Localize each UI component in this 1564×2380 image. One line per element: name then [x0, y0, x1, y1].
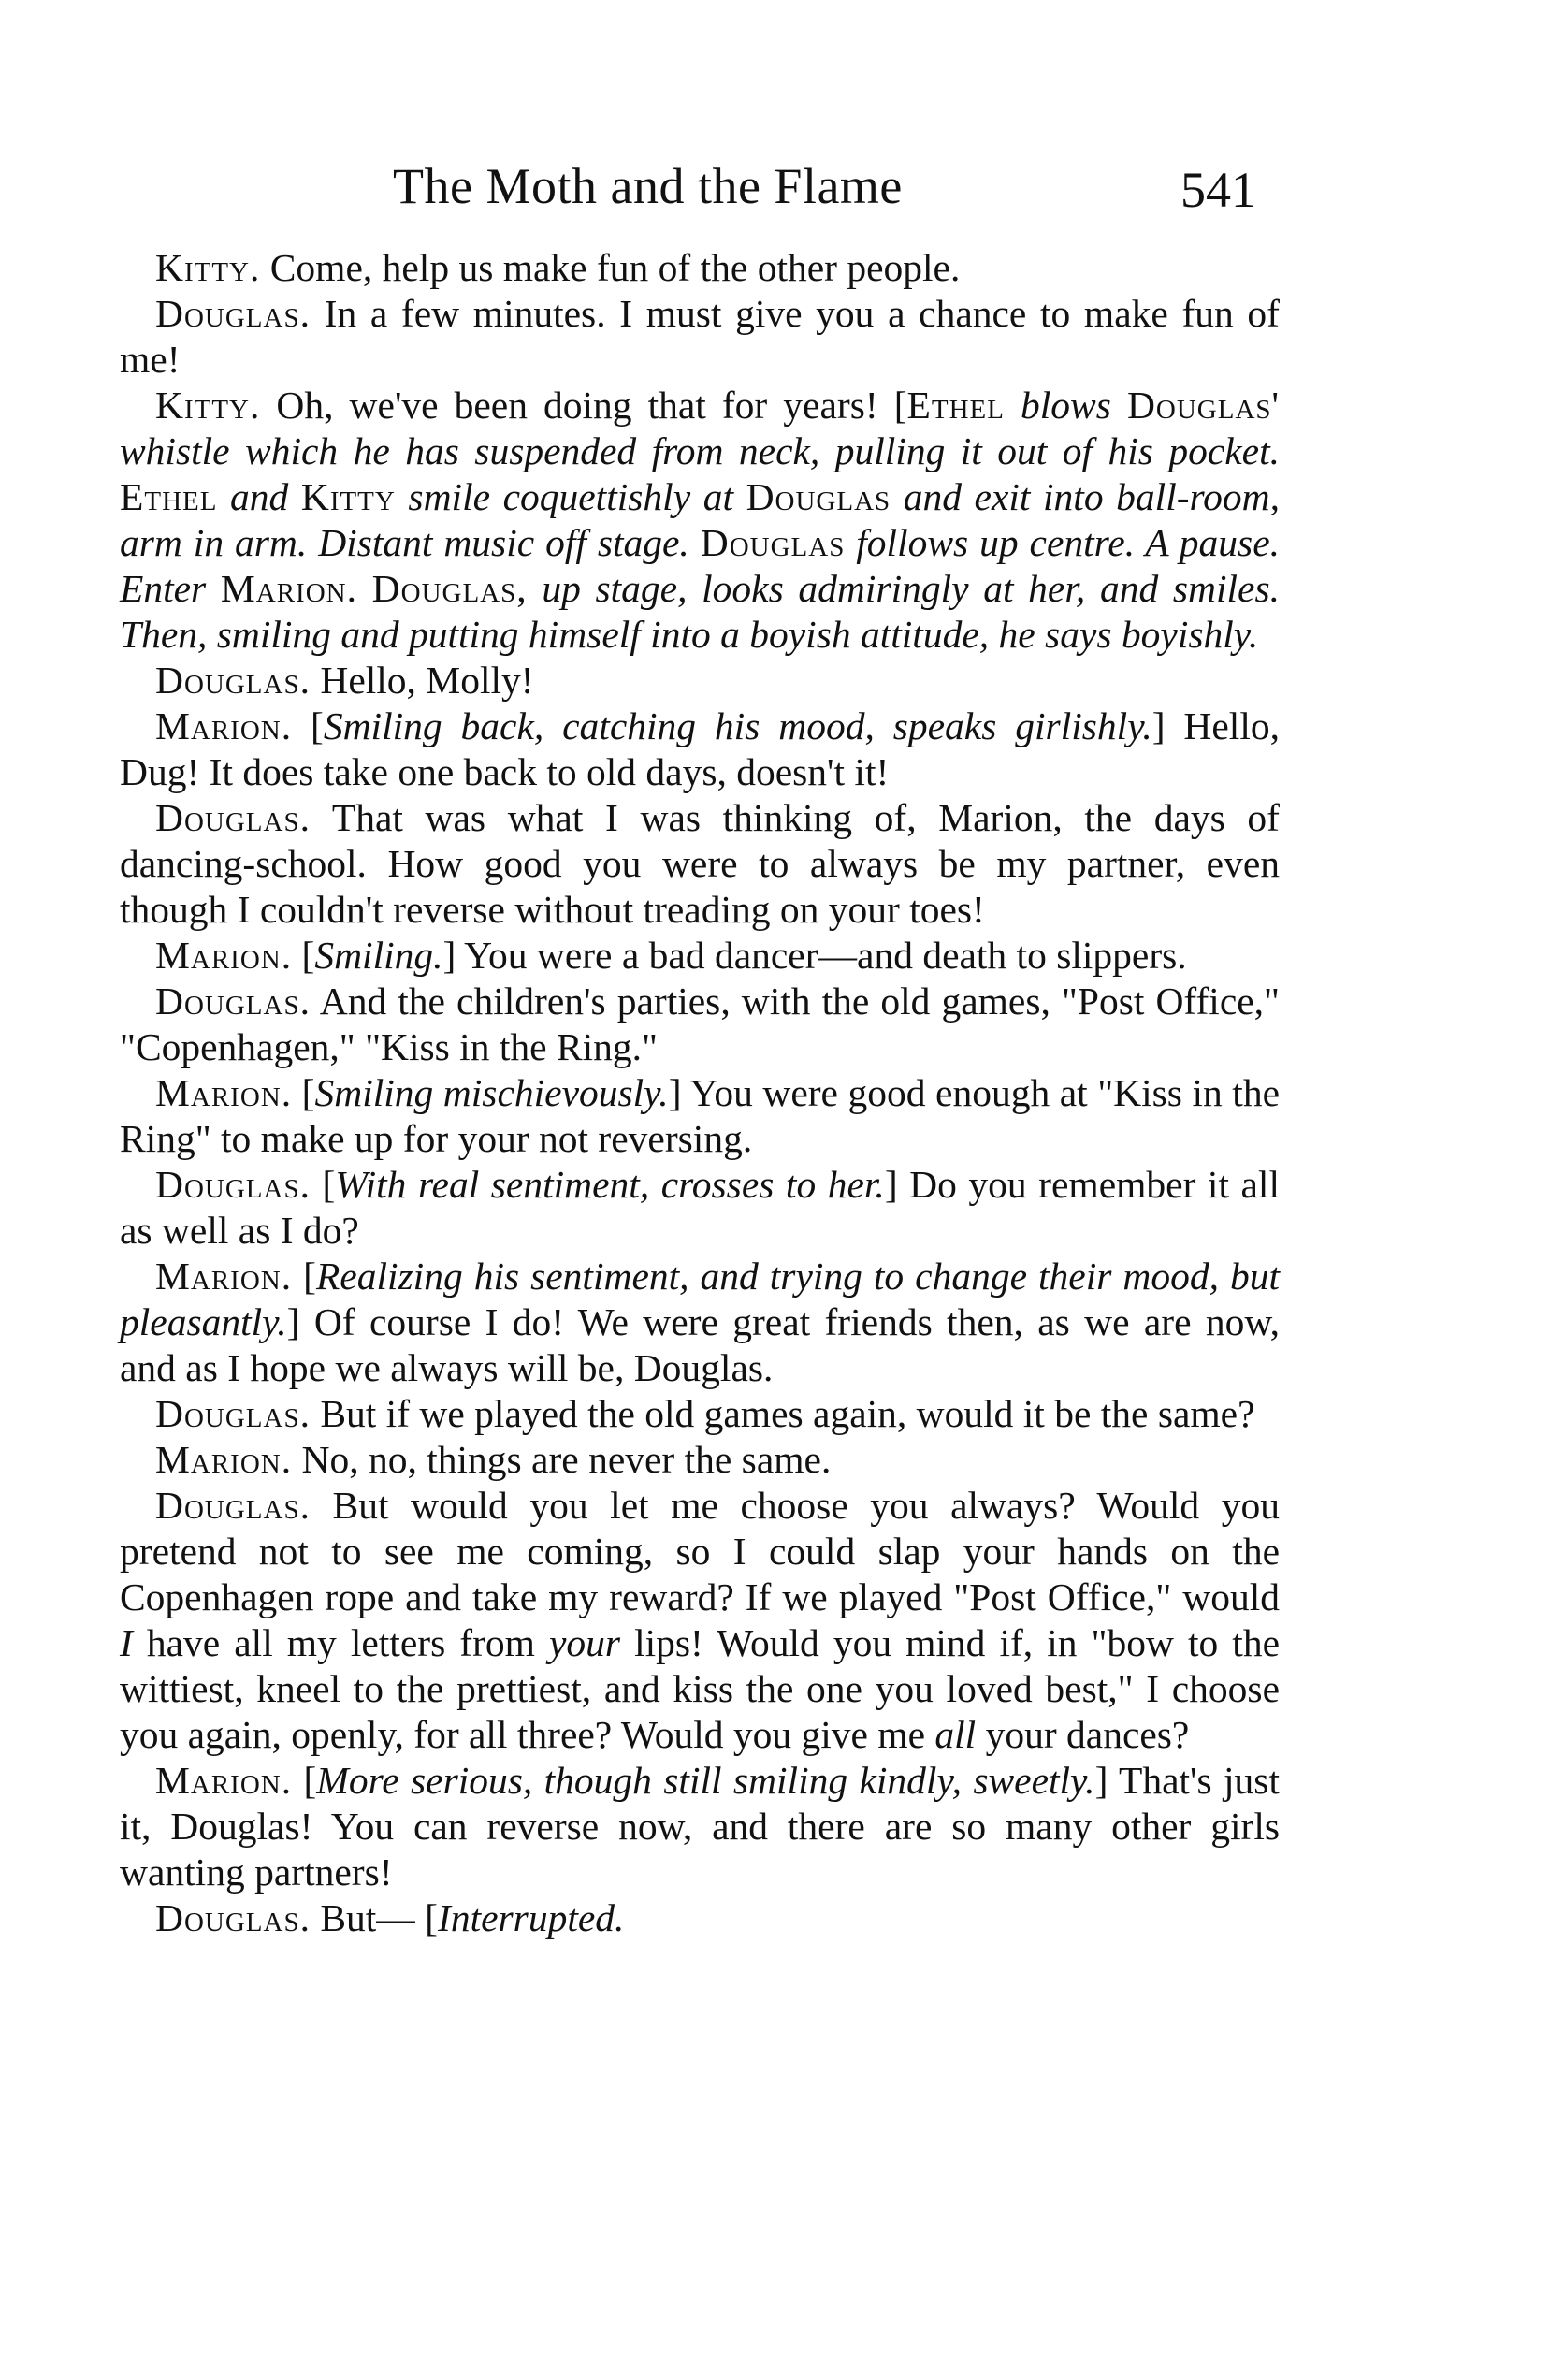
speaker-name: Kitty.	[155, 384, 261, 427]
dialogue-text: But— [	[310, 1896, 438, 1939]
speaker-name: Douglas	[700, 521, 846, 564]
speaker-name: Marion.	[155, 1255, 293, 1298]
dialogue-paragraph	[120, 1437, 1280, 1483]
dialogue-text: [	[292, 704, 324, 747]
running-title: The Moth and the Flame	[393, 158, 903, 214]
speaker-name: Marion.	[155, 934, 293, 977]
dialogue-text: But if we played the old games again, would it be the same?	[310, 1392, 1255, 1435]
dialogue-text	[357, 567, 372, 610]
dialogue-text: Hello, Molly!	[310, 659, 534, 702]
dialogue-text: Come, help us make fun of the other people.	[260, 246, 961, 289]
dialogue-paragraph	[120, 1483, 1280, 1758]
stage-direction: With real sentiment, crosses to her.	[335, 1163, 885, 1206]
dialogue-text: But would you let me choose you always? Would you pretend not to see me coming, so I could slap your hands on the Copenhagen rope and take my reward? If we played "Post Office," would	[120, 1484, 1280, 1618]
speaker-name: Kitty.	[155, 246, 261, 289]
stage-direction: I	[120, 1621, 133, 1664]
speaker-name: Douglas.	[155, 1392, 311, 1435]
dialogue-text: ] Of course I do! We were great friends then, as we are now, and as I hope we always will be, Douglas.	[120, 1300, 1280, 1389]
dialogue-paragraph	[120, 1070, 1280, 1162]
dialogue-paragraph	[120, 1162, 1280, 1254]
dialogue-paragraph	[120, 933, 1280, 979]
dialogue-paragraph	[120, 795, 1280, 933]
dialogue-paragraph	[120, 1895, 1280, 1941]
speaker-name: Douglas.	[155, 292, 311, 335]
dialogue-paragraph	[120, 1758, 1280, 1895]
stage-direction: Realizing his sentiment, and trying to change their mood, but pleasantly.	[120, 1255, 1280, 1343]
stage-direction: and	[217, 475, 301, 518]
dialogue-paragraph	[120, 383, 1280, 658]
dialogue-paragraph	[120, 704, 1280, 795]
page-number: 541	[1180, 162, 1256, 218]
dialogue-text: [	[292, 1255, 316, 1298]
speaker-name: Douglas'	[1126, 384, 1280, 427]
stage-direction: Interrupted.	[438, 1896, 625, 1939]
speaker-name: Douglas.	[155, 980, 311, 1023]
dialogue-text: [	[310, 1163, 336, 1206]
dialogue-text: ] Hello, Dug! It does take one back to old days, doesn't it!	[120, 704, 1280, 793]
dialogue-text: And the children's parties, with the old games, "Post Office," "Copenhagen," "Kiss in the Ring."	[120, 980, 1280, 1068]
stage-direction: Smiling back, catching his mood, speaks girlishly.	[323, 704, 1152, 747]
speaker-name: Marion.	[155, 1071, 293, 1114]
speaker-name: Douglas.	[155, 796, 311, 839]
speaker-name: Douglas.	[155, 1163, 311, 1206]
dialogue-text: ] That's just it, Douglas! You can reverse now, and there are so many other girls wanting partners!	[120, 1759, 1280, 1894]
dialogue-text: ] Do you remember it all as well as I do?	[120, 1163, 1280, 1252]
dialogue-paragraph	[120, 1391, 1280, 1437]
speaker-name: Douglas.	[155, 1484, 311, 1527]
stage-direction: up stage, looks admiringly at her, and smiles. Then, smiling and putting himself into a boyish attitude, he says boyishly.	[120, 567, 1280, 656]
stage-direction: all	[934, 1713, 977, 1756]
play-text	[120, 245, 1280, 1941]
speaker-name: Marion.	[220, 567, 357, 610]
dialogue-paragraph	[120, 979, 1280, 1070]
stage-direction: and exit into ball-room, arm in arm. Distant music off stage.	[120, 475, 1281, 564]
speaker-name: Douglas.	[155, 659, 311, 702]
dialogue-paragraph	[120, 291, 1280, 383]
stage-direction: Smiling.	[314, 934, 443, 977]
stage-direction: Smiling mischievously.	[314, 1071, 669, 1114]
speaker-name: Marion.	[155, 1759, 293, 1802]
dialogue-text: [	[292, 934, 315, 977]
dialogue-text: have all my letters from	[132, 1621, 549, 1664]
stage-direction: blows	[1004, 384, 1127, 427]
dialogue-text: ] You were a bad dancer—and death to slippers.	[442, 934, 1187, 977]
stage-direction: follows up centre. A pause. Enter	[120, 521, 1280, 610]
speaker-name: Douglas	[746, 475, 891, 518]
speaker-name: Douglas.	[155, 1896, 311, 1939]
speaker-name: Kitty	[300, 475, 396, 518]
stage-direction: whistle which he has suspended from neck, pulling it out of his pocket.	[120, 429, 1280, 472]
dialogue-text: ] You were good enough at "Kiss in the Ring" to make up for your not reversing.	[120, 1071, 1280, 1160]
dialogue-text: your dances?	[976, 1713, 1190, 1756]
speaker-name: Marion.	[155, 1438, 293, 1481]
dialogue-text: No, no, things are never the same.	[292, 1438, 832, 1481]
dialogue-text: Oh, we've been doing that for years! [	[260, 384, 907, 427]
stage-direction: smile coquettishly at	[395, 475, 746, 518]
dialogue-paragraph	[120, 1254, 1280, 1391]
speaker-name: Marion.	[155, 704, 293, 747]
dialogue-text: [	[292, 1759, 317, 1802]
stage-direction: More serious, though still smiling kindly, sweetly.	[316, 1759, 1095, 1802]
dialogue-paragraph	[120, 245, 1280, 291]
speaker-name: Ethel	[120, 475, 218, 518]
speaker-name: Ethel	[906, 384, 1005, 427]
dialogue-text: In a few minutes. I must give you a chance to make fun of me!	[120, 292, 1280, 381]
dialogue-text: That was what I was thinking of, Marion, the days of dancing-school. How good you were to always be my partner, even though I couldn't reverse without treading on your toes!	[120, 796, 1280, 931]
dialogue-text: lips! Would you mind if, in "bow to the wittiest, kneel to the prettiest, and kiss the one you loved best," I choose you again, openly, for all three? Would you give me	[120, 1621, 1280, 1756]
dialogue-text: [	[292, 1071, 315, 1114]
speaker-name: Douglas,	[371, 567, 528, 610]
dialogue-paragraph	[120, 658, 1280, 704]
stage-direction: your	[548, 1621, 621, 1664]
page-header	[0, 157, 1564, 223]
